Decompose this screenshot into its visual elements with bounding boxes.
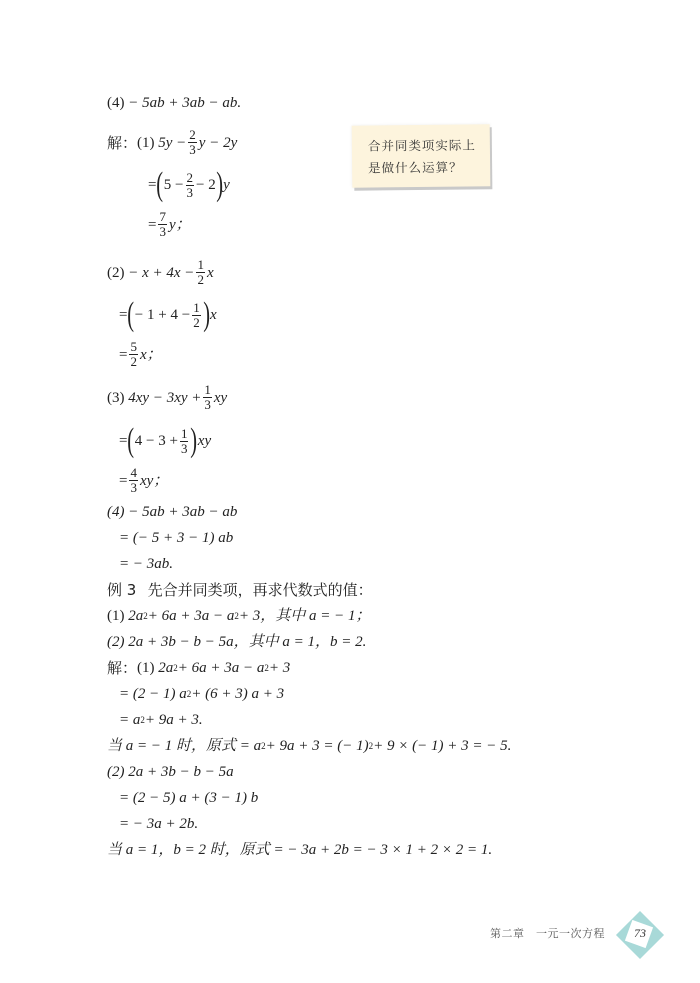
- exponent: 2: [264, 663, 269, 673]
- expression: + 9 × (− 1) + 3 = − 5.: [373, 738, 512, 754]
- denominator: 2: [130, 354, 137, 369]
- denominator: 2: [193, 314, 200, 330]
- expression: 5y −: [158, 134, 187, 151]
- right-paren: ): [216, 166, 223, 203]
- fraction: [186, 171, 195, 200]
- denominator: 3: [186, 184, 194, 200]
- numerator: 5: [130, 339, 137, 354]
- numerator: 1: [180, 425, 188, 441]
- variable: xy: [213, 389, 228, 406]
- expression: − 2: [196, 177, 216, 193]
- solution-4-line-2: [119, 528, 233, 548]
- variable: y: [223, 177, 230, 193]
- numerator: 1: [197, 257, 204, 272]
- expression: = − 3ab.: [119, 556, 173, 572]
- left-paren: (: [156, 166, 164, 203]
- fraction: [129, 340, 138, 369]
- item-label: (1): [107, 608, 125, 624]
- expression: = (− 5 + 3 − 1) ab: [119, 530, 234, 546]
- solution-label: 解：: [107, 133, 138, 152]
- denominator: 3: [180, 440, 188, 456]
- fraction: [203, 383, 212, 412]
- expression: 2a: [158, 660, 174, 676]
- example-3-solution-1-line-1: [107, 658, 290, 678]
- item-label: (1): [137, 134, 155, 151]
- solution-2-line-1: [107, 258, 214, 287]
- solution-2-line-3: [119, 340, 162, 369]
- example-3-solution-2-eval: [107, 840, 492, 860]
- example-3-solution-2-line-1: [107, 762, 234, 782]
- exponent: 2: [261, 741, 266, 751]
- expression: 4xy − 3xy +: [128, 389, 202, 406]
- numerator: 7: [159, 209, 166, 224]
- solution-4-line-1: [107, 502, 237, 522]
- variable: y；: [168, 216, 191, 233]
- example-3-question-1: [107, 606, 371, 626]
- sidenote-line-2: 是做什么运算？: [368, 159, 463, 176]
- numerator: 2: [189, 127, 196, 142]
- denominator: 3: [189, 142, 196, 157]
- expression: + 3，其中 a = − 1；: [238, 608, 371, 624]
- expression: = (2 − 5) a + (3 − 1) b: [119, 790, 259, 806]
- variable: xy: [197, 433, 212, 449]
- solution-label: 解：: [107, 659, 138, 677]
- expression: y − 2y: [198, 134, 238, 151]
- denominator: 2: [197, 272, 204, 287]
- expression: (4) − 5ab + 3ab − ab: [107, 504, 238, 520]
- solution-1-line-2: [148, 168, 230, 202]
- solution-1-line-1: [107, 128, 237, 157]
- variable: x: [210, 307, 217, 323]
- numerator: 2: [186, 169, 194, 185]
- fraction: [129, 466, 138, 495]
- expression: 当 a = 1，b = 2 时，原式 = − 3a + 2b = − 3 × 1 + 2 × 2 = 1.: [107, 842, 493, 858]
- expression: = − 3a + 2b.: [119, 816, 199, 832]
- chapter-title: 第二章 一元一次方程: [490, 927, 605, 940]
- numerator: 1: [193, 299, 200, 315]
- fraction: [180, 427, 189, 456]
- expression: − 1 + 4 −: [134, 307, 191, 323]
- left-paren: (: [127, 296, 135, 333]
- fraction: [188, 128, 197, 157]
- solution-3-line-2: [119, 424, 211, 458]
- variable: x；: [139, 346, 162, 363]
- sidenote-text: [368, 134, 476, 179]
- expression: (2) 2a + 3b − b − 5a: [107, 764, 234, 780]
- fraction: [196, 258, 205, 287]
- expression: + 9a + 3 = (− 1): [265, 738, 369, 754]
- example-3-heading: [107, 580, 373, 600]
- sidenote-line-1: 合并同类项实际上: [367, 137, 476, 154]
- exponent: 2: [368, 741, 374, 751]
- solution-3-line-3: [119, 466, 168, 495]
- fraction: [158, 210, 167, 239]
- example-3-solution-2-line-3: [119, 814, 198, 834]
- problem-4-statement: [107, 93, 241, 113]
- expression: + (6 + 3) a + 3: [191, 686, 285, 702]
- denominator: 3: [159, 224, 166, 239]
- expression: = a: [119, 712, 141, 728]
- example-title: 例 3: [107, 581, 137, 599]
- equals: =: [119, 472, 128, 489]
- expression: + 3: [268, 660, 291, 676]
- denominator: 3: [204, 397, 211, 412]
- expression: 2a: [128, 608, 144, 624]
- item-label: (2): [107, 264, 125, 281]
- numerator: 4: [130, 465, 137, 480]
- expression: (2) 2a + 3b − b − 5a，其中 a = 1，b = 2.: [107, 634, 367, 650]
- expression: = (2 − 1) a: [119, 686, 187, 702]
- expression: − 5ab + 3ab − ab.: [128, 95, 242, 111]
- equals: =: [119, 307, 128, 323]
- expression: + 6a + 3a − a: [177, 660, 265, 676]
- solution-2-line-2: [119, 298, 217, 332]
- solution-1-line-3: [148, 210, 191, 239]
- example-3-solution-1-line-2: [119, 684, 284, 704]
- denominator: 3: [130, 480, 137, 495]
- expression: − x + 4x −: [128, 264, 195, 281]
- expression: + 9a + 3.: [144, 712, 203, 728]
- item-label: (4): [107, 95, 125, 111]
- page-number: 73: [634, 926, 646, 940]
- equals: =: [148, 177, 157, 193]
- solution-3-line-1: [107, 383, 227, 412]
- right-paren: ): [202, 296, 210, 333]
- equals: =: [148, 216, 157, 233]
- example-3-solution-2-line-2: [119, 788, 258, 808]
- example-prompt: 先合并同类项，再求代数式的值：: [147, 581, 373, 599]
- exponent: 2: [173, 663, 178, 673]
- example-3-solution-1-line-3: [119, 710, 203, 730]
- variable: xy；: [139, 472, 169, 489]
- variable: x: [206, 264, 214, 281]
- fraction: [192, 301, 201, 330]
- left-paren: (: [127, 422, 135, 459]
- page-number-badge: [615, 910, 665, 960]
- example-3-question-2: [107, 632, 366, 652]
- equals: =: [119, 346, 128, 363]
- solution-4-line-3: [119, 554, 173, 574]
- right-paren: ): [190, 422, 198, 459]
- example-3-solution-1-eval: [107, 736, 511, 756]
- expression: 4 − 3 +: [134, 433, 178, 449]
- exponent: 2: [234, 611, 239, 621]
- equals: =: [119, 433, 128, 449]
- expression: 当 a = − 1 时，原式 = a: [107, 738, 262, 754]
- exponent: 2: [140, 715, 145, 725]
- expression: + 6a + 3a − a: [147, 608, 235, 624]
- expression: 5 −: [163, 177, 184, 193]
- exponent: 2: [143, 611, 148, 621]
- numerator: 1: [204, 382, 211, 397]
- item-label: (3): [107, 389, 125, 406]
- exponent: 2: [186, 689, 192, 699]
- sidenote-card: [352, 124, 491, 187]
- item-label: (1): [137, 660, 155, 676]
